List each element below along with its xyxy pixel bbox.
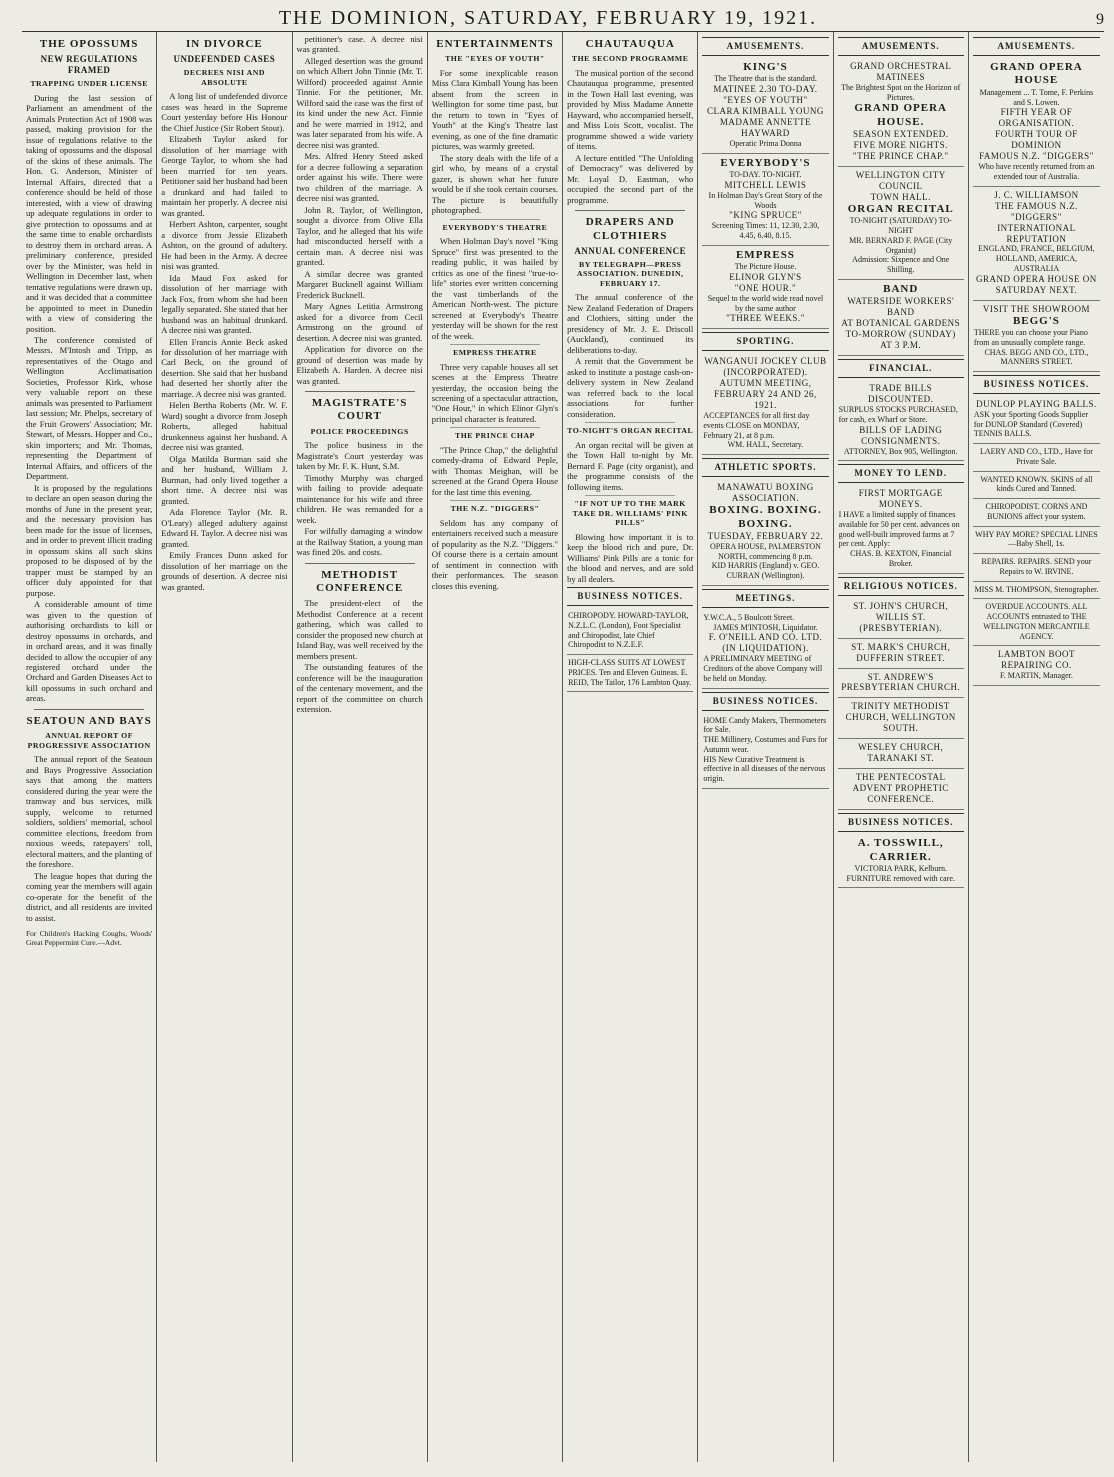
ad-line: SEASON EXTENDED. xyxy=(852,129,949,140)
article-paragraph: The president-elect of the Methodist Conference at a recent gathering, which was called to consider the proposed new church at Island Bay, was well received by the members present. xyxy=(296,598,423,661)
ad-line: ST. JOHN'S CHURCH, WILLIS ST. (PRESBYTERIAN). xyxy=(853,600,949,633)
article-paragraph: Elizabeth Taylor asked for dissolution of her marriage with George Taylor, to whom she had been married for ten years. Petitioner said her husband had been a drunkard and had failed to maintain her properly. A decree nisi was granted. xyxy=(161,134,288,218)
article-headline: DRAPERS AND CLOTHIERS xyxy=(585,216,675,242)
ad-line: HOME Candy Makers, Thermometers for Sale. xyxy=(703,715,827,735)
article-subhead: EMPRESS THEATRE xyxy=(453,348,537,358)
ad-line: LAERY AND CO., LTD., Have for Private Sale. xyxy=(979,447,1093,466)
ad-line: FOURTH TOUR OF DOMINION xyxy=(995,129,1078,151)
column-5 xyxy=(563,32,698,1462)
ad-line: WATERSIDE WORKERS' BAND xyxy=(847,296,955,318)
ad-line: A. TOSSWILL, CARRIER. xyxy=(857,837,944,863)
business-notice xyxy=(973,396,1100,444)
ad-line: CHAS. BEGG AND CO., LTD., MANNERS STREET. xyxy=(984,347,1089,367)
ad-line: Who have recently returned from an extended tour of Australia. xyxy=(978,162,1095,181)
ad-line: FAMOUS N.Z. "DIGGERS" xyxy=(979,151,1094,162)
article-paragraph: The league hopes that during the coming year the members will again co-operate for the benefit of the district, and all residents are invited to assist. xyxy=(26,870,153,923)
ad-line: OVERDUE ACCOUNTS. ALL ACCOUNTS entrusted to THE WELLINGTON MERCANTILE AGENCY. xyxy=(983,602,1090,641)
column-2 xyxy=(157,32,292,1462)
ad-line: TO-NIGHT (SATURDAY) TO-NIGHT xyxy=(849,216,952,236)
ad-line: TRADE BILLS DISCOUNTED. xyxy=(868,383,934,405)
ad-line: MISS M. THOMPSON, Stenographer. xyxy=(974,584,1099,594)
article-paragraph: "The Prince Chap," the delightful comedy-drama of Edward Peple, with Thomas Meighan, will be screened at the Grand Opera House for the last time this evening. xyxy=(431,444,559,497)
ad-line: HIS New Curative Treatment is effective in all diseases of the nervous origin. xyxy=(703,754,826,783)
section-header: AMUSEMENTS. xyxy=(838,37,964,56)
article-paragraph: Helen Bertha Roberts (Mr. W. F. Ward) sought a divorce from Joseph Roberts, alleged habitual drunkenness against her husband. A decree nisi was granted. xyxy=(161,400,288,453)
ad-line: ATTORNEY, Box 905, Wellington. xyxy=(843,446,958,456)
ad-line: AT BOTANICAL GARDENS xyxy=(841,318,961,329)
article-paragraph: A lecture entitled "The Unfolding of Democracy" was delivered by Mr. Loyal D. Eastman, who occupied the second part of the programme. xyxy=(567,152,694,205)
ad-line: VICTORIA PARK, Kelburn. xyxy=(854,863,947,873)
article-paragraph: The outstanding features of the conference will be the inauguration of the centenary movement, and the report of the committee on church extension. xyxy=(296,662,423,715)
article-paragraph: John R. Taylor, of Wellington, sought a divorce from Olive Ella Taylor, and he alleged that his wife had misconducted herself with a certain man. A decree nisi was granted. xyxy=(296,204,423,268)
ad-line: "EYES OF YOUTH" xyxy=(723,95,808,106)
ad-title: EVERYBODY'S xyxy=(720,156,811,169)
article-headline: ENTERTAINMENTS xyxy=(436,38,554,50)
ad-line: KID HARRIS (England) v. GEO. CURRAN (Wellington). xyxy=(711,561,820,581)
ad-line: FIVE MORE NIGHTS. xyxy=(853,140,948,151)
section-header: BUSINESS NOTICES. xyxy=(973,375,1100,394)
ad-line: CHIROPODY. HOWARD-TAYLOR, N.Z.L.C. (London), Foot Specialist and Chiropodist, late Chief Chiropodist to N.Z.E.F. xyxy=(568,611,689,650)
meeting-notice xyxy=(702,610,828,689)
amusement-ad xyxy=(702,246,828,330)
divider xyxy=(575,210,685,211)
amusement-ad xyxy=(973,187,1100,301)
article-paragraph: The conference consisted of Messrs. M'Intosh and Tripp, as representatives of the Otago and Wellington Acclimatisation Societies, Professor Kirk, whose very valuable report on these animals was presented to Parliament last session; Mr. Phelps, secretary of the Fruit Growers' Association; Mr. Stewart, of Messrs. Hopper and Co., skin importers; and Mr. Thomas, representing the Department of Internal Affairs, and officers of the Department. xyxy=(26,334,153,482)
ad-line: REPAIRS. REPAIRS. SEND your Repairs to W. IRVINE. xyxy=(981,557,1092,576)
article-paragraph: Application for divorce on the ground of desertion was made by Elizabeth A. Harden. A decree nisi was granted. xyxy=(296,344,423,386)
business-notice xyxy=(567,608,693,655)
ad-line: MITCHELL LEWIS xyxy=(724,179,807,190)
footer-advert: For Children's Hacking Coughs, Woods' Great Peppermint Cure.—Advt. xyxy=(26,929,153,948)
article-paragraph: A considerable amount of time was given to the question of authorising orchardists to kill or destroy opossums in orchards, and in orchard areas, and it was finally decided to allow the occupier of any registered orchard under the Orchard and Garden Diseases Act to kill opossums in such orchard and areas. xyxy=(26,599,153,704)
ad-line: I HAVE a limited supply of finances available for 50 per cent. advances on good well-built improved farms at 7 per cent. Apply: xyxy=(838,510,960,549)
article-subhead: EVERYBODY'S THEATRE xyxy=(442,222,548,232)
article-headline: CHAUTAUQUA xyxy=(585,38,675,50)
business-notice xyxy=(973,527,1100,555)
business-notice xyxy=(973,646,1100,686)
article-subhead: THE PRINCE CHAP xyxy=(455,431,535,441)
masthead-title: THE DOMINION, SATURDAY, FEBRUARY 19, 1921. xyxy=(278,7,818,29)
section-header: FINANCIAL. xyxy=(838,359,964,378)
article-paragraph: Timothy Murphy was charged with failing to provide adequate maintenance for his wife and three children. He was remanded for a week. xyxy=(296,472,423,525)
divider xyxy=(585,495,675,496)
ad-line: FURNITURE removed with care. xyxy=(846,873,955,883)
ad-line: AUTUMN MEETING, FEBRUARY 24 AND 26, 1921. xyxy=(714,378,817,411)
money-notice xyxy=(838,485,964,573)
business-notice xyxy=(973,444,1100,472)
ad-line: "KING SPRUCE" xyxy=(729,210,802,221)
ad-line: Management ... T. Tome, F. Perkins and S. Lowen. xyxy=(979,87,1094,107)
article-paragraph: Ida Maud Fox asked for dissolution of her marriage with Jack Fox, from whom she had been legally separated. She stated that her husband was an habitual drunkard. A decree nisi was granted. xyxy=(161,272,288,336)
article-headline: SEATOUN AND BAYS xyxy=(26,714,152,727)
financial-notice xyxy=(838,380,964,461)
article-subhead: TO-NIGHT'S ORGAN RECITAL xyxy=(567,426,694,436)
business-notice xyxy=(973,582,1100,600)
article-subheadline: UNDEFENDED CASES xyxy=(173,54,276,65)
ad-line: JAMES M'INTOSH, Liquidator. xyxy=(713,622,818,632)
ad-line: GRAND OPERA HOUSE ON SATURDAY NEXT. xyxy=(976,273,1097,295)
ad-line: F. O'NEILL AND CO. LTD. (IN LIQUIDATION). xyxy=(708,632,823,654)
column-3 xyxy=(293,32,428,1462)
article-paragraph: Ellen Francis Annie Beck asked for dissolution of her marriage with Carl Beck, on the ground of desertion. She said that her husband had deserted her shortly after the marriage. A decree nisi was granted. xyxy=(161,336,288,399)
ad-line: BOXING. BOXING. BOXING. xyxy=(709,504,822,530)
article-paragraph: A similar decree was granted Margaret Bucknell against William Frederick Bucknell. xyxy=(296,268,423,300)
article-subhead: TRAPPING UNDER LICENSE xyxy=(30,79,148,89)
ad-line: ASK your Sporting Goods Supplier for DUNLOP Standard (Covered) TENNIS BALLS. xyxy=(973,409,1089,439)
amusement-ad xyxy=(838,58,964,167)
sporting-ad xyxy=(702,353,828,455)
ad-line: WANGANUI JOCKEY CLUB (INCORPORATED). xyxy=(704,356,827,378)
section-header: AMUSEMENTS. xyxy=(973,37,1100,56)
ad-title: VISIT THE SHOWROOM xyxy=(982,303,1091,314)
ad-line: CHIROPODIST. CORNS AND BUNIONS affect your system. xyxy=(985,502,1088,521)
article-paragraph: The musical portion of the second Chautauqua programme, presented in the Town Hall last evening, was provided by Miss Madame Annette Hayward, who accompanied herself, and Miss Lois Scott, vocalist. The programme showed a wide variety of items. xyxy=(567,67,694,152)
ad-line: Operatic Prima Donna xyxy=(729,138,802,148)
ad-title: GRAND ORCHESTRAL MATINEES xyxy=(850,60,952,82)
section-header: BUSINESS NOTICES. xyxy=(702,692,828,711)
ad-line: "ONE HOUR." xyxy=(734,282,797,293)
ad-title: WELLINGTON CITY COUNCIL xyxy=(855,170,946,192)
athletic-ad xyxy=(702,479,828,586)
article-paragraph: Alleged desertion was the ground on which Albert John Tinnie (Mr. T. Wilford) proceeded against Annie Tinnie. For the petitioner, Mr. Wilford said the case was the first of its kind under the new Act. Finnie and he were married in 1912, and was later separated from his wife. A decree nisi was granted. xyxy=(296,55,423,150)
divider xyxy=(450,219,540,220)
ad-line: FIFTH YEAR OF ORGANISATION. xyxy=(998,107,1075,129)
ad-line: OPERA HOUSE, PALMERSTON NORTH, commencing 8 p.m. xyxy=(710,541,821,561)
article-headline: THE OPOSSUMS xyxy=(39,38,139,50)
masthead xyxy=(22,6,1104,32)
article-paragraph: An organ recital will be given at the Town Hall to-night by Mr. Bernard F. Page (city organist), and the programme consists of the following items. xyxy=(567,439,694,492)
religious-notice xyxy=(838,698,964,739)
ad-line: The Brightest Spot on the Horizon of Pictures. xyxy=(841,82,961,102)
section-header: BUSINESS NOTICES. xyxy=(838,813,964,832)
divider xyxy=(450,344,540,345)
article-subhead: THE N.Z. "DIGGERS" xyxy=(450,504,540,514)
ad-line: FIRST MORTGAGE MONEYS. xyxy=(858,488,943,510)
column-6 xyxy=(698,32,833,1462)
ad-line: MANAWATU BOXING ASSOCIATION. xyxy=(717,482,814,504)
ad-line: ACCEPTANCES for all first day events CLOSE on MONDAY, February 21, at 8 p.m. xyxy=(703,411,810,440)
ad-line: CLARA KIMBALL YOUNG xyxy=(707,106,824,117)
article-paragraph: For wilfully damaging a window at the Railway Station, a young man was fined 20s. and costs. xyxy=(296,526,423,558)
religious-notice xyxy=(838,739,964,769)
article-headline: MAGISTRATE'S COURT xyxy=(311,396,408,423)
section-header: AMUSEMENTS. xyxy=(702,37,828,56)
ad-line: MATINEE 2.30 TO-DAY. xyxy=(713,84,818,95)
article-paragraph: For some inexplicable reason Miss Clara Kimball Young has been absent from the screen in Wellington for some time past, but the return to town in "Eyes of Youth" at the King's Theatre last evening, as one of the fine dramatic pictures, was warmly greeted. xyxy=(431,67,559,152)
business-notice xyxy=(702,713,828,789)
article-paragraph: petitioner's case. A decree nisi was granted. xyxy=(296,34,423,55)
divider xyxy=(450,427,540,428)
ad-line: ELINOR GLYN'S xyxy=(729,271,802,282)
ad-title: BAND xyxy=(883,282,919,295)
article-subhead: THE SECOND PROGRAMME xyxy=(571,54,689,64)
article-paragraph: When Holman Day's novel "King Spruce" first was presented to the reading public, it was hailed by critics as one of the finest "true-to-life" stories ever written concerning the vast timberlands of the American North-west. The picture screened at Everybody's Theatre yesterday will be shown for the rest of the week. xyxy=(431,236,559,341)
business-notice xyxy=(973,472,1100,500)
article-subhead: POLICE PROCEEDINGS xyxy=(310,426,409,436)
ad-line: CHAS. B. KEXTON, Financial Broker. xyxy=(850,549,952,568)
article-subheadline: ANNUAL CONFERENCE xyxy=(574,246,687,257)
article-subhead: THE "EYES OF YOUTH" xyxy=(445,54,545,64)
ad-line: TOWN HALL. xyxy=(870,192,931,203)
article-paragraph: Three very capable houses all set scenes at the Empress Theatre yesterday, the occasion being the screening of a spectacular attraction, "One Hour," in which Elinor Glyn's principal character is featured. xyxy=(431,361,559,424)
ad-title: KING'S xyxy=(743,60,788,73)
ad-line: Admission: Sixpence and One Shilling. xyxy=(852,255,950,275)
article-paragraph: Emily Frances Dunn asked for dissolution of her marriage on the grounds of desertion. A decree nisi was granted. xyxy=(161,550,288,592)
divider xyxy=(585,422,675,423)
article-headline: IN DIVORCE xyxy=(186,38,263,50)
amusement-ad xyxy=(973,301,1100,372)
ad-line: HIGH-CLASS SUITS AT LOWEST PRICES. Ten and Eleven Guineas. E. REID, The Tailor, 176 Lambton Quay. xyxy=(568,658,692,687)
ad-line: TRINITY METHODIST CHURCH, WELLINGTON SOUTH. xyxy=(845,701,956,734)
amusement-ad xyxy=(702,154,828,246)
columns xyxy=(22,32,1104,1462)
article-paragraph: Mary Agnes Letitia Armstrong asked for a divorce from Cecil Armstrong on the ground of desertion. A decree nisi was granted. xyxy=(296,301,423,343)
article-paragraph: The police business in the Magistrate's Court yesterday was taken by Mr. F. K. Hunt, S.M. xyxy=(296,440,423,472)
ad-line: "THREE WEEKS." xyxy=(726,313,805,324)
article-paragraph: Olga Matilda Burman said she and her husband, William J. Burman, had only lived together a short time. A decree nisi was granted. xyxy=(161,453,288,506)
article-paragraph: The annual report of the Seatoun and Bays Progressive Association says that among the matters considered during the year were the tramway and bus services, milk supply, welcome to returned soldiers, soldiers' memorial, school committee elections, freedom from noxious weeds, ratepayers' roll, electoral matters, and the planting of the foreshore. xyxy=(26,754,153,870)
ad-line: THERE you can choose your Piano from an unusually complete range. xyxy=(973,328,1088,347)
article-paragraph: During the last session of Parliament an amendment of the Animals Protection Act of 1908 was passed, making provision for the issue of regulations relative to the taking of opossums and the disposal of the skins of these animals. The Hon. G. Anderson, Minister of Internal Affairs, directed that a conference should be held of those interested, with a view of drawing up adequate regulations in order to give protection to opossums and at the same time to enable orchardists to destroy them in orchard areas. A preliminary conference, presided over by the Minister, was held in Wellington in December last, when tentative regulations were drawn up, and it was decided that a committee be appointed to meet in Dunedin with a view of considering the position. xyxy=(26,92,153,334)
ad-line: ORGAN RECITAL xyxy=(847,203,954,216)
section-header: ATHLETIC SPORTS. xyxy=(702,458,828,477)
ad-line: WHY PAY MORE? SPECIAL LINES—Baby Shell, 1s. xyxy=(975,529,1098,549)
ad-line: THE Millinery, Costumes and Furs for Autumn wear. xyxy=(703,735,828,754)
section-header: SPORTING. xyxy=(702,332,828,351)
ad-line: The Picture House. xyxy=(734,262,797,272)
ad-line: Sequel to the world wide read novel by the same author xyxy=(707,293,824,313)
ad-line: INTERNATIONAL REPUTATION xyxy=(997,222,1076,244)
amusement-ad xyxy=(838,167,964,280)
section-header: MEETINGS. xyxy=(702,589,828,608)
article-paragraph: Blowing how important it is to keep the blood rich and pure, Dr. Williams' Pink Pills are a tonic for the blood and nerves, and are sold by all dealers. xyxy=(567,531,694,584)
article-paragraph: A remit that the Government be asked to institute a postage cash-on-delivery system in New Zealand was referred back to the local associations for further consideration. xyxy=(567,356,694,419)
business-notice xyxy=(838,834,964,888)
amusement-ad xyxy=(973,58,1100,187)
article-subhead: DECREES NISI AND ABSOLUTE xyxy=(183,68,266,87)
column-7 xyxy=(834,32,969,1462)
article-headline: METHODIST CONFERENCE xyxy=(316,568,404,595)
article-paragraph: Herbert Ashton, carpenter, sought a divorce from Jessie Elizabeth Ashton, on the ground of adultery. He had been in the Army. A decree nisi was granted. xyxy=(161,219,288,272)
ad-line: THE FAMOUS N.Z. "DIGGERS" xyxy=(995,200,1078,222)
religious-notice xyxy=(838,639,964,669)
ad-title: GRAND OPERA HOUSE xyxy=(990,60,1083,87)
column-8 xyxy=(969,32,1104,1462)
ad-line: Y.W.C.A., 5 Boulcott Street. xyxy=(703,612,795,622)
ad-line: BEGG'S xyxy=(1012,314,1060,327)
ad-line: TO-MORROW (SUNDAY) AT 3 P.M. xyxy=(845,329,956,351)
article-paragraph: Ada Florence Taylor (Mr. R. O'Leary) alleged adultery against Edward H. Taylor. A decree nisi was granted. xyxy=(161,507,288,549)
article-dateline: BY TELEGRAPH—PRESS ASSOCIATION. DUNEDIN, FEBRUARY 17. xyxy=(576,259,684,288)
divider xyxy=(34,709,144,710)
ad-line: "THE PRINCE CHAP." xyxy=(852,151,949,162)
ad-line: F. MARTIN, Manager. xyxy=(1000,671,1073,681)
ad-line: Screening Times: 11, 12.30, 2.30, 4.45, 6.40, 8.15. xyxy=(711,221,820,241)
ad-line: WM. HALL, Secretary. xyxy=(727,440,804,450)
ad-line: ST. MARK'S CHURCH, DUFFERIN STREET. xyxy=(851,641,951,663)
article-paragraph: Seldom has any company of entertainers received such a measure of popularity as the N.Z. "Diggers." Of course there is a certain amount of sentiment in connection with their performances. The season closes this evening. xyxy=(431,517,559,591)
ad-line: MADAME ANNETTE HAYWARD xyxy=(719,117,812,138)
religious-notice xyxy=(838,769,964,810)
business-notice xyxy=(567,655,693,692)
ad-line: GRAND OPERA HOUSE. xyxy=(854,102,948,128)
column-1 xyxy=(22,32,157,1462)
ad-line: The Theatre that is the standard. xyxy=(713,74,817,84)
ad-line: In Holman Day's Great Story of the Woods xyxy=(708,190,823,210)
ad-line: TUESDAY, FEBRUARY 22. xyxy=(707,530,824,541)
amusement-ad xyxy=(838,280,964,356)
article-subhead: "IF NOT UP TO THE MARK TAKE DR. WILLIAMS' PINK PILLS" xyxy=(572,499,688,528)
column-4 xyxy=(428,32,563,1462)
religious-notice xyxy=(838,598,964,639)
section-header: BUSINESS NOTICES. xyxy=(567,587,693,606)
ad-line: ENGLAND, FRANCE, BELGIUM, HOLLAND, AMERICA, AUSTRALIA xyxy=(978,244,1095,273)
business-notice xyxy=(973,499,1100,527)
divider xyxy=(305,391,415,392)
business-notice xyxy=(973,599,1100,646)
religious-notice xyxy=(838,669,964,699)
divider xyxy=(305,563,415,564)
ad-line: DUNLOP PLAYING BALLS. xyxy=(976,399,1097,409)
ad-line: SURPLUS STOCKS PURCHASED, for cash, ex Wharf or Store. xyxy=(838,405,958,424)
article-paragraph: The annual conference of the New Zealand Federation of Drapers and Clothiers, sitting under the presidency of Mr. J. E. Driscoll (Auckland), continued its deliberations to-day. xyxy=(567,292,694,355)
amusement-ad xyxy=(702,58,828,154)
article-paragraph: It is proposed by the regulations to declare an open season during the months of June in the present year, and the necessary provision has been made for the issue of licenses, and in order to prevent illicit trading in opossum skins all such skins proposed to be disposed of by the trapper must be stamped by an officer duly appointed for that purpose. xyxy=(26,482,153,598)
ad-line: A PRELIMINARY MEETING of Creditors of the above Company will be held on Monday. xyxy=(703,654,823,683)
section-header: MONEY TO LEND. xyxy=(838,464,964,483)
ad-title: J. C. WILLIAMSON xyxy=(994,189,1079,200)
article-subhead: ANNUAL REPORT OF PROGRESSIVE ASSOCIATION xyxy=(27,731,151,750)
ad-line: LAMBTON BOOT REPAIRING CO. xyxy=(997,649,1075,671)
ad-line: WANTED KNOWN. SKINS of all kinds Cured and Tanned. xyxy=(980,474,1093,494)
ad-line: ST. ANDREW'S PRESBYTERIAN CHURCH. xyxy=(841,671,961,693)
article-paragraph: A long list of undefended divorce cases was heard in the Supreme Court yesterday before His Honour the Chief Justice (Sir Robert Stout). xyxy=(161,91,288,133)
article-paragraph: Mrs. Alfred Henry Steed asked for a decree following a separation order against his wife. There were two children of the marriage. A decree nisi was granted. xyxy=(296,151,423,204)
page-number: 9 xyxy=(1096,11,1104,28)
divider xyxy=(450,500,540,501)
article-paragraph: The story deals with the life of a girl who, by means of a crystal gazer, is shown what her future would be if she took certain courses. The picture is beautifully photographed. xyxy=(431,152,559,216)
ad-line: TO-DAY. TO-NIGHT. xyxy=(729,170,802,180)
ad-line: THE PENTECOSTAL ADVENT PROPHETIC CONFERENCE. xyxy=(852,772,949,805)
ad-line: MR. BERNARD F. PAGE (City Organist) xyxy=(849,235,953,255)
section-header: RELIGIOUS NOTICES. xyxy=(838,577,964,596)
ad-line: WESLEY CHURCH, TARANAKI ST. xyxy=(858,742,944,764)
ad-line: BILLS OF LADING CONSIGNMENTS. xyxy=(859,424,943,446)
article-subheadline: NEW REGULATIONS FRAMED xyxy=(40,54,138,76)
ad-title: EMPRESS xyxy=(735,248,795,261)
business-notice xyxy=(973,554,1100,582)
